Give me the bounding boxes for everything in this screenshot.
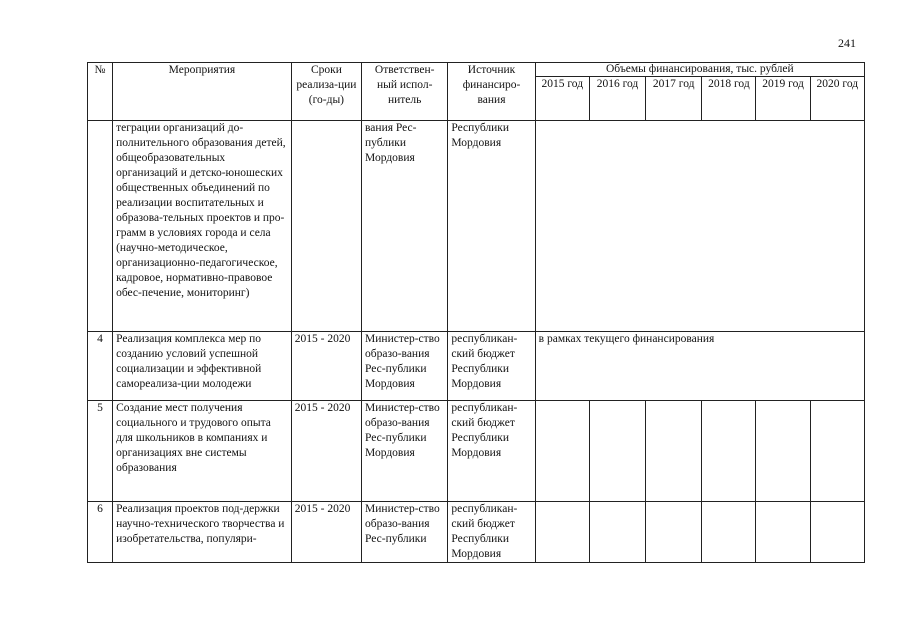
row-activity: Создание мест получения социального и трудового опыта для школьников в компаниях и организациях вне системы образования bbox=[113, 401, 292, 502]
row-value-2019 bbox=[756, 502, 810, 563]
table-row bbox=[88, 401, 865, 502]
header-year-2016: 2016 год bbox=[589, 77, 645, 121]
header-year-2019: 2019 год bbox=[756, 77, 810, 121]
table-row bbox=[88, 332, 865, 401]
row-activity: Реализация проектов под-держки научно-технического творчества и изобретательства, популяри- bbox=[113, 502, 292, 563]
row-value-2015 bbox=[535, 502, 589, 563]
page-number: 241 bbox=[838, 36, 856, 50]
header-row-1 bbox=[88, 63, 865, 77]
row-number: 6 bbox=[88, 502, 113, 563]
row-responsible: Министер-ство образо-вания Рес-публики Мордовия bbox=[362, 401, 448, 502]
row-source: республикан-ский бюджет Республики Мордовия bbox=[448, 401, 535, 502]
row-number bbox=[88, 121, 113, 332]
row-activity: Реализация комплекса мер по созданию условий успешной социализации и эффективной самореализа-ции молодежи bbox=[113, 332, 292, 401]
financing-table bbox=[87, 62, 865, 563]
header-volumes: Объемы финансирования, тыс. рублей bbox=[535, 63, 864, 77]
row-terms: 2015 - 2020 bbox=[291, 401, 361, 502]
header-terms: Сроки реализа-ции (го-ды) bbox=[291, 63, 361, 121]
row-value-2016 bbox=[589, 401, 645, 502]
row-number: 4 bbox=[88, 332, 113, 401]
row-value-2017 bbox=[646, 502, 702, 563]
row-value-2019 bbox=[756, 401, 810, 502]
table-row bbox=[88, 121, 865, 332]
header-number: № bbox=[88, 63, 113, 121]
row-value-2020 bbox=[810, 502, 864, 563]
row-number: 5 bbox=[88, 401, 113, 502]
header-activity: Мероприятия bbox=[113, 63, 292, 121]
header-year-2020: 2020 год bbox=[810, 77, 864, 121]
row-responsible: Министер-ство образо-вания Рес-публики Мордовия bbox=[362, 332, 448, 401]
row-value-2018 bbox=[702, 502, 756, 563]
table-row bbox=[88, 502, 865, 563]
row-value-2020 bbox=[810, 401, 864, 502]
row-value-2018 bbox=[702, 401, 756, 502]
row-activity: теграции организаций до-полнительного образования детей, общеобразовательных организаций и детско-юношеских общественных объединений по реализации воспитательных и образова-тельных проектов и про-грамм в условиях города и села (научно-методическое, организационно-педагогическое, кадровое, нормативно-правовое обес-печение, мониторинг) bbox=[113, 121, 292, 332]
row-financing-empty bbox=[535, 121, 864, 332]
row-responsible: Министер-ство образо-вания Рес-публики bbox=[362, 502, 448, 563]
row-source: республикан-ский бюджет Республики Мордовия bbox=[448, 332, 535, 401]
row-value-2016 bbox=[589, 502, 645, 563]
row-source: Республики Мордовия bbox=[448, 121, 535, 332]
header-source: Источник финансиро-вания bbox=[448, 63, 535, 121]
row-value-2017 bbox=[646, 401, 702, 502]
row-terms: 2015 - 2020 bbox=[291, 332, 361, 401]
header-responsible: Ответствен-ный испол-нитель bbox=[362, 63, 448, 121]
row-terms: 2015 - 2020 bbox=[291, 502, 361, 563]
row-terms bbox=[291, 121, 361, 332]
row-value-2015 bbox=[535, 401, 589, 502]
header-year-2015: 2015 год bbox=[535, 77, 589, 121]
row-financing-note: в рамках текущего финансирования bbox=[535, 332, 864, 401]
row-responsible: вания Рес-публики Мордовия bbox=[362, 121, 448, 332]
row-source: республикан-ский бюджет Республики Мордовия bbox=[448, 502, 535, 563]
header-year-2018: 2018 год bbox=[702, 77, 756, 121]
header-year-2017: 2017 год bbox=[646, 77, 702, 121]
